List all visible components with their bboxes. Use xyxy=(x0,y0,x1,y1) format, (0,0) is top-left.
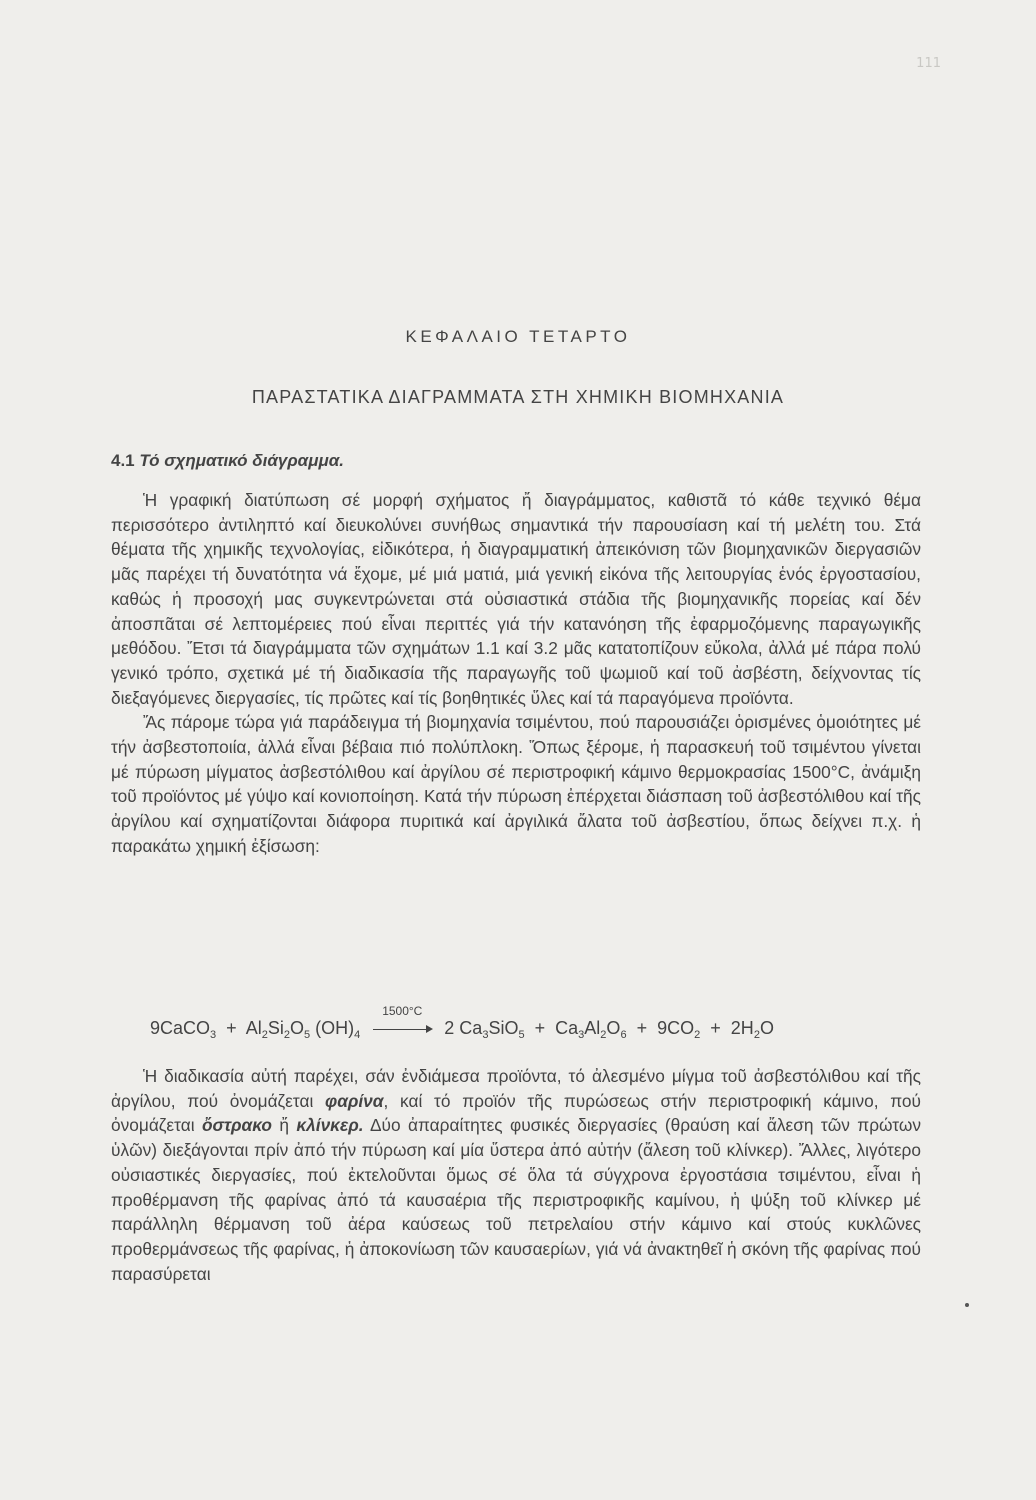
arrow-icon xyxy=(373,1029,431,1030)
paragraph-1: Ἡ γραφική διατύπωση σέ μορφή σχήματος ἤ διαγράμματος, καθιστᾶ τό κάθε τεχνικό θέμα περισσότερο ἀντιληπτό καί διευκολύνει συνήθως σημαντικά τήν παρουσίαση καί τή μελέτη του. Στά θέματα τῆς χημικῆς τεχνολογίας, εἰδικότερα, ἡ διαγραμματική ἀπεικόνιση τῶν βιομηχανικῶν διεργασιῶν μᾶς παρέχει τή δυνατότητα νά ἔχομε, μέ μιά ματιά, μιά γενική εἰκόνα τῆς λειτουργίας ἑνός ἐργοστασίου, καθώς ἡ προσοχή μας συγκεντρώνεται στά οὐσιαστικά στάδια τῆς βιομηχανικῆς πορείας καί δέν ἀποσπᾶται σέ λεπτομέρειες πού εἶναι περιττές γιά τήν κατανόηση τῆς ἐφαρμοζόμενης παραγωγικῆς μεθόδου. Ἔτσι τά διαγράμματα τῶν σχημάτων 1.1 καί 3.2 μᾶς κατατοπίζουν εὔκολα, ἀλλά μέ πάρα πολύ γενικό τρόπο, σχετικά μέ τή διαδικασία τῆς παραγωγῆς τοῦ ψωμιοῦ καί τοῦ ἀσβέστη, δείχνοντας τίς διεξαγόμενες διεργασίες, τίς πρῶτες καί τίς βοηθητικές ὕλες καί τά παραγόμενα προϊόντα. xyxy=(111,490,921,708)
body-text-upper xyxy=(111,488,921,859)
chapter-title: ΠΑΡΑΣΤΑΤΙΚΑ ΔΙΑΓΡΑΜΜΑΤΑ ΣΤΗ ΧΗΜΙΚΗ ΒΙΟΜΗΧΑΝΙΑ xyxy=(251,387,785,407)
section-number: 4.1 xyxy=(111,451,135,470)
page-number: 111 xyxy=(916,56,941,71)
paragraph-2: Ἄς πάρομε τώρα γιά παράδειγμα τή βιομηχανία τσιμέντου, πού παρουσιάζει ὁρισμένες ὁμοιότητες μέ τήν ἀσβεστοποιία, ἀλλά εἶναι βέβαια πιό πολύπλοκη. Ὅπως ξέρομε, ἡ παρασκευή τοῦ τσιμέντου γίνεται μέ πύρωση μίγματος ἀσβεστόλιθου καί ἀργίλου σέ περιστροφική κάμινο θερμοκρασίας 1500°C, ἀνάμιξη τοῦ προϊόντος μέ γύψο καί κονιοποίηση. Κατά τήν πύρωση ἐπέρχεται διάσπαση τοῦ ἀσβεστόλιθου καί τῆς ἀργίλου καί σχηματίζονται διάφορα πυριτικά καί ἀργιλικά ἄλατα τοῦ ἀσβεστίου, ὅπως δείχνει π.χ. ἡ παρακάτω χημική ἐξίσωση: xyxy=(111,712,921,856)
section-heading xyxy=(111,451,344,471)
reaction-condition: 1500°C xyxy=(382,1004,423,1018)
ink-speck xyxy=(965,1303,969,1307)
term-ostrako: ὄστρακο xyxy=(201,1115,272,1136)
chapter-label: ΚΕΦΑΛΑΙΟ ΤΕΤΑΡΤΟ xyxy=(405,327,631,346)
term-farina: φαρίνα xyxy=(325,1090,384,1111)
body-text-lower xyxy=(111,1064,921,1286)
paragraph-3: Ἡ διαδικασία αὐτή παρέχει, σάν ἐνδιάμεσα προϊόντα, τό ἀλεσμένο μίγμα τοῦ ἀσβεστόλιθου καί τῆς ἀργίλου, πού ὀνομάζεται φαρίνα, καί τό προϊόν τῆς πυρώσεως στήν περιστροφική κάμινο, πού ὀνομάζεται ὄστρακο ἤ κλίνκερ. Δύο ἀπαραίτητες φυσικές διεργασίες (θραύση καί ἄλεση τῶν πρώτων ὑλῶν) διεξάγονται πρίν ἀπό τήν πύρωση καί μία ὕστερα ἀπό αὐτήν (ἄλεση τοῦ κλίνκερ). Ἄλλες, λιγότερο οὐσιαστικές διεργασίες, πού ἐκτελοῦνται ὅμως σέ ὅλα τά σύγχρονα ἐργοστάσια τσιμέντου, εἶναι ἡ προθέρμανση τῆς φαρίνας ἀπό τά καυσαέρια τῆς περιστροφικῆς καμίνου, ἡ ψύξη τοῦ κλίνκερ μέ παράλληλη θέρμανση τοῦ ἀέρα καύσεως τοῦ πετρελαίου στήν κάμινο καί στούς κυκλῶνες προθερμάνσεως τῆς φαρίνας, ἡ ἀποκονίωση τῶν καυσαερίων, γιά νά ἀνακτηθεῖ ἡ σκόνη τῆς φαρίνας πού παρασύρεται xyxy=(111,1066,921,1284)
reaction-arrow xyxy=(371,1004,433,1039)
chemical-equation: 9CaCO$_3$ + $Al_2Si_2O_5$ $(OH)_4$ 1500°C 2 $Ca_3SiO_5 + Ca_3Al_2O_6 + 9CO_2 + 2H_2O$ xyxy=(150,1004,774,1041)
section-title: Τό σχηματικό διάγραμμα. xyxy=(139,451,344,470)
term-clinker: κλίνκερ. xyxy=(296,1115,364,1136)
